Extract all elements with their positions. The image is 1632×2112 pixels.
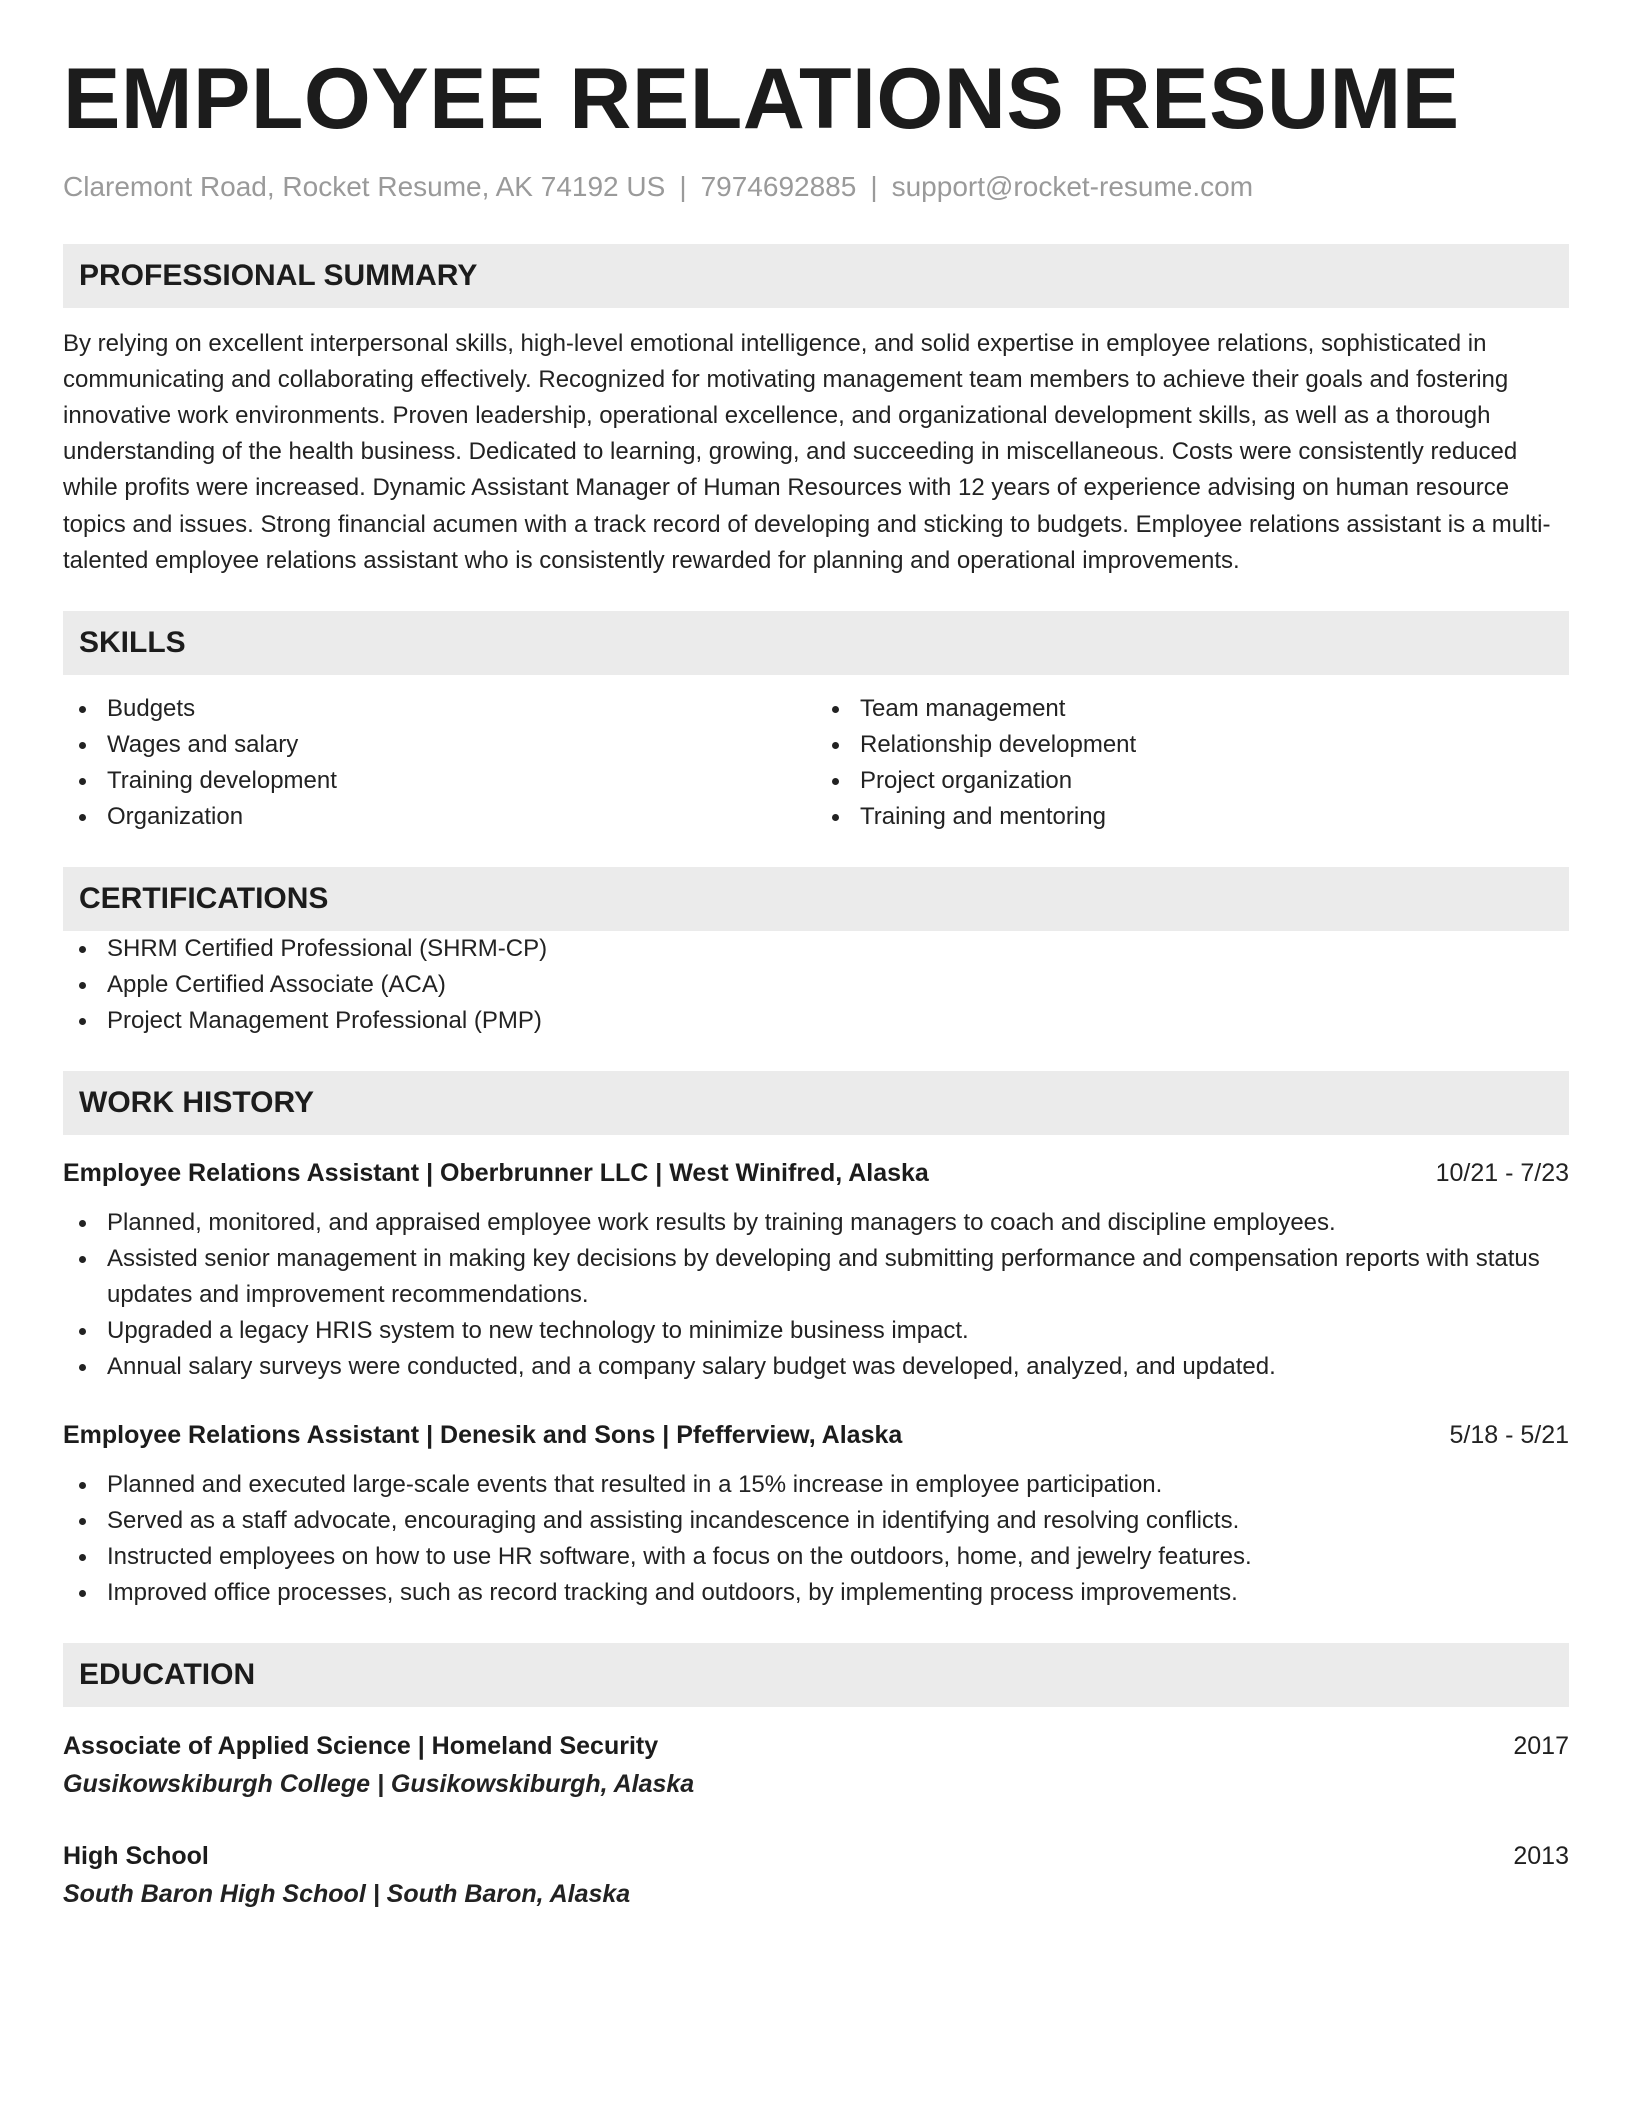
skills-list-right <box>816 691 1569 835</box>
section-header-work-history: WORK HISTORY <box>63 1071 1569 1135</box>
education-degree: High School <box>63 1842 209 1871</box>
skill-item: Wages and salary <box>63 727 816 763</box>
education-entry <box>63 1727 1569 1803</box>
job-header <box>63 1155 1569 1191</box>
contact-phone: 7974692885 <box>700 171 857 202</box>
job-bullets <box>63 1205 1569 1385</box>
skill-item: Training development <box>63 763 816 799</box>
contact-line <box>63 170 1569 204</box>
job-bullet: Planned and executed large-scale events that resulted in a 15% increase in employee participation. <box>63 1467 1569 1503</box>
certifications-list <box>63 931 1569 1039</box>
job-bullet: Assisted senior management in making key decisions by developing and submitting performance and compensation reports with status updates and improvement recommendations. <box>63 1241 1569 1313</box>
education-entry <box>63 1837 1569 1913</box>
job-header <box>63 1417 1569 1453</box>
job-dates: 10/21 - 7/23 <box>1435 1159 1569 1188</box>
skill-item: Relationship development <box>816 727 1569 763</box>
resume-title: EMPLOYEE RELATIONS RESUME <box>63 51 1460 147</box>
job-bullet: Annual salary surveys were conducted, and a company salary budget was developed, analyzed, and updated. <box>63 1349 1569 1385</box>
summary-text: By relying on excellent interpersonal skills, high-level emotional intelligence, and solid expertise in employee relations, sophisticated in communicating and collaborating effectively. Recognized for motivating management team members to achieve their goals and fostering innovative work environments. Proven leadership, operational excellence, and organizational development skills, as well as a thorough understanding of the health business. Dedicated to learning, growing, and succeeding in miscellaneous. Costs were consistently reduced while profits were increased. Dynamic Assistant Manager of Human Resources with 12 years of experience advising on human resource topics and issues. Strong financial acumen with a track record of developing and sticking to budgets. Employee relations assistant is a multi-talented employee relations assistant who is consistently rewarded for planning and operational improvements. <box>63 329 1551 574</box>
contact-separator: | <box>870 171 878 202</box>
job-bullet: Planned, monitored, and appraised employee work results by training managers to coach and discipline employees. <box>63 1205 1569 1241</box>
section-header-certifications: CERTIFICATIONS <box>63 867 1569 931</box>
contact-email: support@rocket-resume.com <box>891 171 1254 202</box>
certification-item: Apple Certified Associate (ACA) <box>63 967 1569 1003</box>
certification-item: Project Management Professional (PMP) <box>63 1003 1569 1039</box>
job-entry <box>63 1155 1569 1385</box>
skill-item: Project organization <box>816 763 1569 799</box>
contact-separator: | <box>679 171 687 202</box>
skills-list-left <box>63 691 816 835</box>
job-title: Employee Relations Assistant | Oberbrunner LLC | West Winifred, Alaska <box>63 1159 929 1188</box>
skill-item: Training and mentoring <box>816 799 1569 835</box>
education-school: Gusikowskiburgh College | Gusikowskiburgh, Alaska <box>63 1770 695 1799</box>
job-bullet: Served as a staff advocate, encouraging and assisting incandescence in identifying and resolving conflicts. <box>63 1503 1569 1539</box>
certification-item: SHRM Certified Professional (SHRM-CP) <box>63 931 1569 967</box>
job-bullet: Improved office processes, such as record tracking and outdoors, by implementing process improvements. <box>63 1575 1569 1611</box>
skill-item: Organization <box>63 799 816 835</box>
education-school: South Baron High School | South Baron, Alaska <box>63 1880 631 1909</box>
skills-columns <box>63 691 1569 835</box>
section-header-education: EDUCATION <box>63 1643 1569 1707</box>
job-bullet: Instructed employees on how to use HR software, with a focus on the outdoors, home, and jewelry features. <box>63 1539 1569 1575</box>
job-entry <box>63 1417 1569 1611</box>
skill-item: Budgets <box>63 691 816 727</box>
education-year: 2017 <box>1513 1732 1569 1761</box>
contact-address: Claremont Road, Rocket Resume, AK 74192 US <box>63 171 666 202</box>
education-year: 2013 <box>1513 1842 1569 1871</box>
job-bullets <box>63 1467 1569 1611</box>
education-header <box>63 1837 1569 1875</box>
job-title: Employee Relations Assistant | Denesik and Sons | Pfefferview, Alaska <box>63 1421 903 1450</box>
section-header-summary: PROFESSIONAL SUMMARY <box>63 244 1569 308</box>
education-degree: Associate of Applied Science | Homeland Security <box>63 1732 659 1761</box>
education-header <box>63 1727 1569 1765</box>
skill-item: Team management <box>816 691 1569 727</box>
job-bullet: Upgraded a legacy HRIS system to new technology to minimize business impact. <box>63 1313 1569 1349</box>
section-header-skills: SKILLS <box>63 611 1569 675</box>
job-dates: 5/18 - 5/21 <box>1449 1421 1569 1450</box>
